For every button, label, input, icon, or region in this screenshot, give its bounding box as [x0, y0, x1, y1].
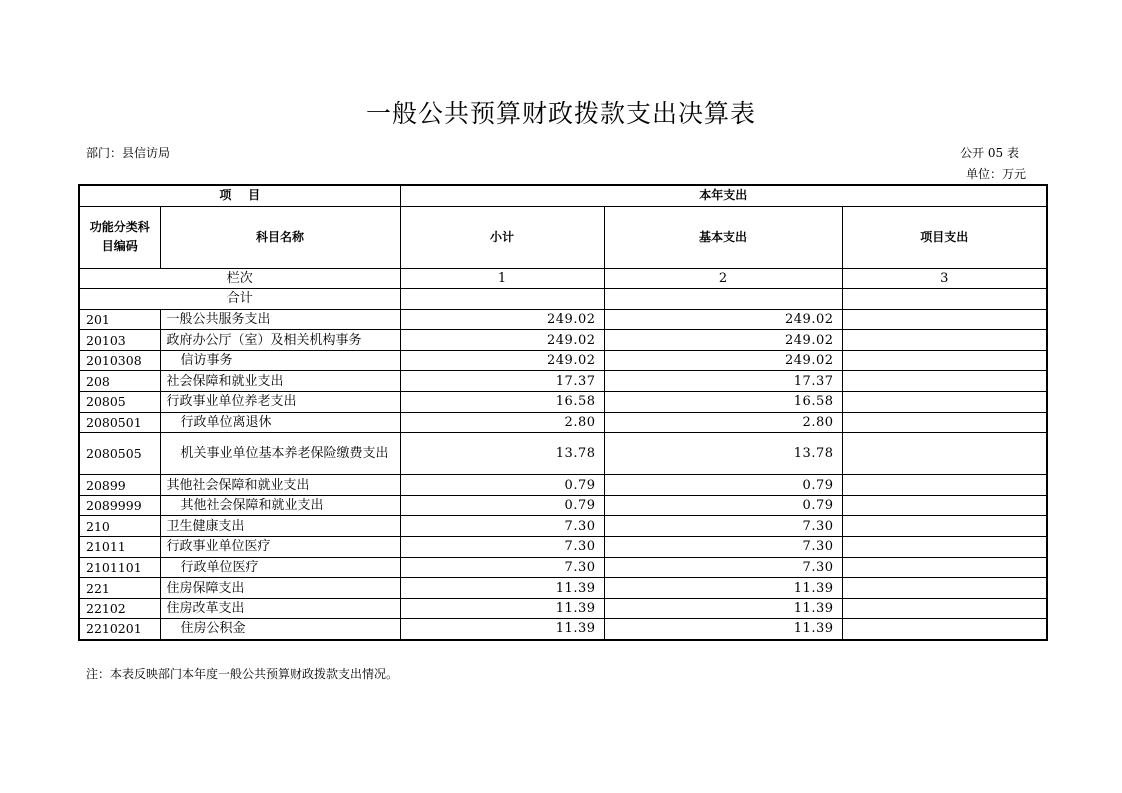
row-basic: 11.39 [604, 619, 842, 640]
row-code: 201 [79, 309, 160, 330]
row-project [842, 412, 1047, 433]
table-row [79, 578, 1047, 599]
row-basic: 7.30 [604, 557, 842, 578]
row-basic: 11.39 [604, 578, 842, 599]
row-subject-name: 其他社会保障和就业支出 [160, 475, 400, 496]
row-basic: 16.58 [604, 392, 842, 413]
row-project [842, 433, 1047, 475]
row-subject-name: 信访事务 [160, 350, 400, 371]
department-label: 部门：县信访局 [86, 146, 171, 160]
row-subtotal: 16.58 [400, 392, 604, 413]
row-code: 20899 [79, 475, 160, 496]
column-index-row [79, 268, 1047, 289]
row-code: 2080501 [79, 412, 160, 433]
row-project [842, 309, 1047, 330]
row-basic: 0.79 [604, 495, 842, 516]
row-project [842, 475, 1047, 496]
row-subtotal: 13.78 [400, 433, 604, 475]
row-subject-name: 政府办公厅（室）及相关机构事务 [160, 330, 400, 351]
footnote: 注：本表反映部门本年度一般公共预算财政拨款支出情况。 [86, 667, 399, 681]
row-code: 22102 [79, 598, 160, 619]
header-row-2 [79, 206, 1047, 268]
column-index-1: 1 [400, 268, 604, 289]
total-basic [604, 289, 842, 310]
header-project: 项 目 [79, 185, 400, 206]
row-code: 208 [79, 371, 160, 392]
row-code: 2089999 [79, 495, 160, 516]
row-project [842, 371, 1047, 392]
header-current-year: 本年支出 [400, 185, 1047, 206]
table-row [79, 598, 1047, 619]
table-row [79, 412, 1047, 433]
row-subtotal: 2.80 [400, 412, 604, 433]
row-code: 2101101 [79, 557, 160, 578]
row-subtotal: 11.39 [400, 619, 604, 640]
header-basic: 基本支出 [604, 206, 842, 268]
row-project [842, 578, 1047, 599]
table-row [79, 537, 1047, 558]
row-basic: 249.02 [604, 309, 842, 330]
row-basic: 249.02 [604, 330, 842, 351]
row-basic: 0.79 [604, 475, 842, 496]
table-row [79, 392, 1047, 413]
table-row [79, 557, 1047, 578]
total-subtotal [400, 289, 604, 310]
row-subject-name: 行政事业单位医疗 [160, 537, 400, 558]
row-subject-name: 行政事业单位养老支出 [160, 392, 400, 413]
header-row-1 [79, 185, 1047, 206]
table-code-label: 公开 05 表 [960, 146, 1019, 160]
row-project [842, 598, 1047, 619]
row-subject-name: 一般公共服务支出 [160, 309, 400, 330]
expenditure-table [78, 184, 1048, 641]
unit-label: 单位：万元 [965, 167, 1026, 181]
row-project [842, 537, 1047, 558]
row-basic: 17.37 [604, 371, 842, 392]
row-basic: 2.80 [604, 412, 842, 433]
row-code: 21011 [79, 537, 160, 558]
row-basic: 249.02 [604, 350, 842, 371]
column-index-3: 3 [842, 268, 1047, 289]
row-project [842, 557, 1047, 578]
header-func-code: 功能分类科目编码 [79, 206, 160, 268]
table-row [79, 433, 1047, 475]
row-subject-name: 行政单位离退休 [160, 412, 400, 433]
row-subject-name: 机关事业单位基本养老保险缴费支出 [160, 433, 400, 475]
row-subtotal: 7.30 [400, 537, 604, 558]
table-row [79, 350, 1047, 371]
row-subtotal: 0.79 [400, 475, 604, 496]
row-code: 20103 [79, 330, 160, 351]
row-subject-name: 住房改革支出 [160, 598, 400, 619]
row-subject-name: 住房保障支出 [160, 578, 400, 599]
header-subtotal: 小计 [400, 206, 604, 268]
row-code: 210 [79, 516, 160, 537]
total-project [842, 289, 1047, 310]
table-row [79, 495, 1047, 516]
row-basic: 7.30 [604, 516, 842, 537]
row-code: 2210201 [79, 619, 160, 640]
row-project [842, 495, 1047, 516]
table-row [79, 330, 1047, 351]
row-subtotal: 7.30 [400, 516, 604, 537]
row-code: 2080505 [79, 433, 160, 475]
table-row [79, 516, 1047, 537]
row-project [842, 392, 1047, 413]
row-project [842, 619, 1047, 640]
table-row [79, 475, 1047, 496]
total-label: 合计 [79, 289, 400, 310]
total-row [79, 289, 1047, 310]
row-subtotal: 249.02 [400, 309, 604, 330]
row-code: 20805 [79, 392, 160, 413]
row-project [842, 330, 1047, 351]
row-subject-name: 卫生健康支出 [160, 516, 400, 537]
table-row [79, 371, 1047, 392]
header-project-exp: 项目支出 [842, 206, 1047, 268]
row-project [842, 350, 1047, 371]
table-row [79, 309, 1047, 330]
row-subtotal: 7.30 [400, 557, 604, 578]
row-subject-name: 其他社会保障和就业支出 [160, 495, 400, 516]
row-subtotal: 11.39 [400, 598, 604, 619]
row-subtotal: 0.79 [400, 495, 604, 516]
header-subject-name: 科目名称 [160, 206, 400, 268]
row-code: 2010308 [79, 350, 160, 371]
row-subject-name: 住房公积金 [160, 619, 400, 640]
column-index-label: 栏次 [79, 268, 400, 289]
row-subtotal: 249.02 [400, 330, 604, 351]
row-basic: 7.30 [604, 537, 842, 558]
row-subject-name: 行政单位医疗 [160, 557, 400, 578]
row-subtotal: 17.37 [400, 371, 604, 392]
row-subtotal: 11.39 [400, 578, 604, 599]
row-subtotal: 249.02 [400, 350, 604, 371]
row-code: 221 [79, 578, 160, 599]
page-title: 一般公共预算财政拨款支出决算表 [365, 99, 756, 128]
column-index-2: 2 [604, 268, 842, 289]
row-basic: 11.39 [604, 598, 842, 619]
row-basic: 13.78 [604, 433, 842, 475]
table-row [79, 619, 1047, 640]
row-project [842, 516, 1047, 537]
row-subject-name: 社会保障和就业支出 [160, 371, 400, 392]
